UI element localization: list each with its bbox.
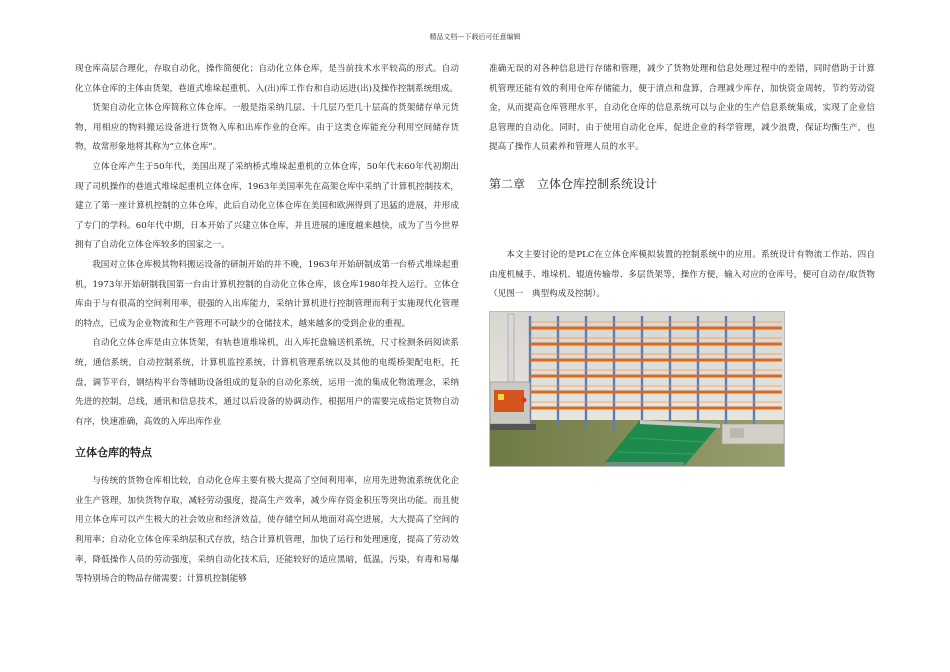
- right-column: [489, 60, 875, 467]
- page-header: 精品文档---下载后可任意编辑: [429, 33, 521, 41]
- warehouse-illustration: [490, 312, 784, 466]
- paragraph: 准确无误的对各种信息进行存储和管理，减少了货物处理和信息处理过程中的差错，同时借助于计算机管理还能有效的利用仓库存储能力，便于清点和盘算，合理减少库存，加快资金周转，节约劳动资金，从而提高仓库管理水平，自动化仓库的信息系统可以与企业的生产信息系统集成，实现了企业信息管理的自动化。同时，由于使用自动化仓库，促进企业的科学管理，减少浪费，保证均衡生产，也提高了操作人员素养和管理人员的水平。: [489, 64, 875, 153]
- paragraph: 本文主要讨论的是PLC在立体仓库模拟装置的控制系统中的应用。系统设计有物流工作站、四自由度机械手、堆垛机、辊道传输带、多层货架等，操作方便，输入对应的仓库号，便可自动存/取货物（见图一 典型构成及控制）。: [489, 249, 875, 300]
- paragraph: 立体仓库产生于50年代，美国出现了采纳桥式堆垛起重机的立体仓库，50年代末60年代初期出现了司机操作的巷道式堆垛起重机立体仓库，1963年美国率先在高架仓库中采纳了计算机控制技术，建立了第一座计算机控制的立体仓库，此后自动化立体仓库在美国和欧洲得到了迅猛的进展，并形成了专门的学科。60年代中期，日本开始了兴建立体仓库，并且进展的速度越来越快，成为了当今世界拥有了自动化立体仓库较多的国家之一。: [75, 161, 459, 251]
- chapter-heading: 第二章 立体仓库控制系统设计: [489, 176, 658, 191]
- warehouse-photo: [489, 311, 785, 467]
- left-column: [75, 60, 459, 590]
- section-heading: 立体仓库的特点: [75, 446, 152, 460]
- paragraph: 货架自动化立体仓库简称立体仓库。一般是指采纳几层、十几层乃至几十层高的货架储存单元货物，用相应的物料搬运设备进行货物入库和出库作业的仓库。由于这类仓库能充分利用空间储存货物，故常形象地将其称为“立体仓库”。: [75, 103, 459, 153]
- paragraph: 自动化立体仓库是由立体货架，有轨巷道堆垛机，出入库托盘输送机系统，尺寸检测条码阅读系统，通信系统，自动控制系统，计算机监控系统，计算机管理系统以及其他的电缆桥架配电柜，托盘，调节平台，钢结构平台等辅助设备组成的复杂的自动化系统，运用一流的集成化物流理念，采纳先进的控制，总线，通讯和信息技术，通过以后设备的协调动作，根据用户的需要完成指定货物自动有序，快速准确，高效的入库出库作业: [75, 338, 459, 427]
- paragraph: 与传统的货物仓库相比较，自动化仓库主要有极大提高了空间利用率，应用先进物流系统优化企业生产管理，加快货物存取，减轻劳动强度，提高生产效率，减少库存资金积压等突出功能。而且使用立体仓库可以产生极大的社会效应和经济效益，使存储空间从地面对高空进展，大大提高了空间的利用率；自动化立体仓库采纳层积式存放，结合计算机管理，加快了运行和处理速度，提高了劳动效率，降低操作人员的劳动强度，采纳自动化技术后，还能较好的适应黑暗，低温，污染，有毒和易爆等特别场合的物品存储需要；计算机控制能够: [75, 476, 459, 585]
- machine-base: [722, 424, 784, 444]
- paragraph: 现仓库高层合理化，存取自动化，操作简便化；自动化立体仓库，是当前技术水平较高的形式。自动化立体仓库的主体由货架，巷道式堆垛起重机、入(出)库工作台和自动运进(出)及操作控制系统组成。: [75, 64, 459, 94]
- paragraph: 我国对立体仓库极其物料搬运设备的研制开始的并不晚，1963年开始研制成第一台桥式堆垛起重机，1973年开始研制我国第一台由计算机控制的自动化立体仓库，该仓库1980年投入运行。立体仓库由于与有很高的空间利用率，很强的入出库能力，采纳计算机进行控制管理而利于实施现代化管理的特点，已成为企业物流和生产管理不可缺少的仓储技术，越来越多的受到企业的重视。: [75, 259, 459, 329]
